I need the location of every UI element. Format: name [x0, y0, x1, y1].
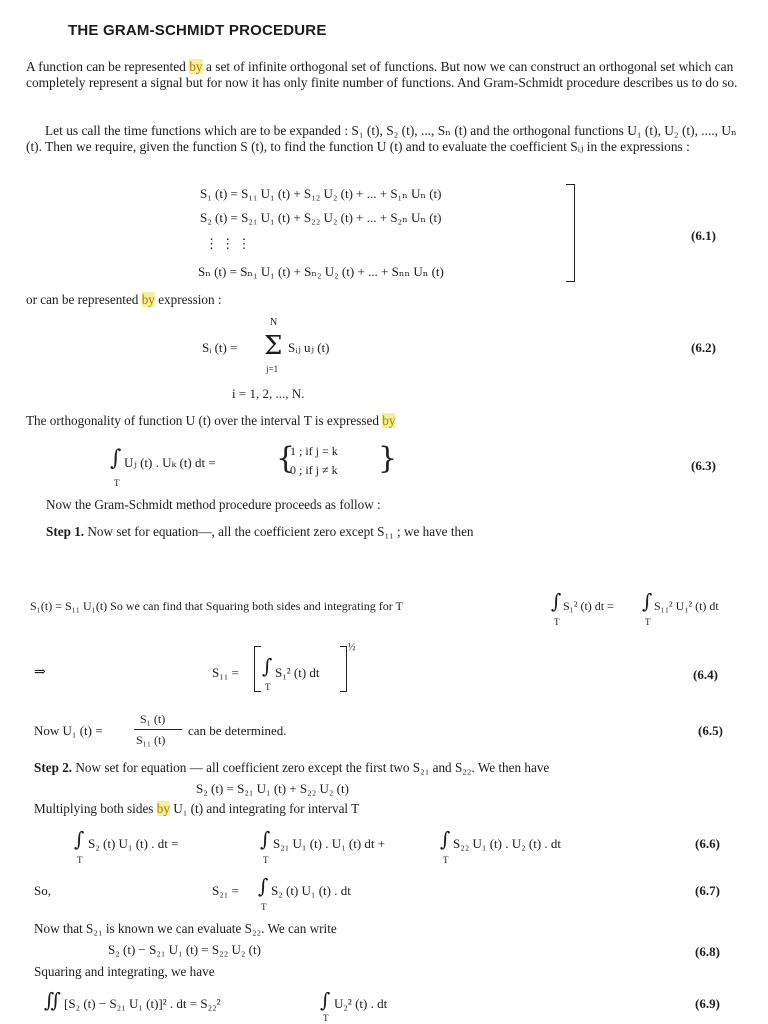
eq-6-8-body: S₂ (t) − S₂₁ U₁ (t) = S₂₂ U₂ (t) — [108, 942, 261, 957]
eq-6-1-line-1: S₁ (t) = S₁₁ U₁ (t) + S₁₂ U₂ (t) + ... + S₁ₙ Uₙ (t) — [200, 186, 442, 201]
eq-6-4-bracket-left — [254, 646, 261, 692]
integral-sub: T — [261, 902, 267, 912]
procedure-line: Now the Gram-Schmidt method procedure proceeds as follow : — [46, 497, 381, 512]
integral-sub: T — [645, 617, 651, 627]
eq-6-2-index: i = 1, 2, ..., N. — [232, 386, 305, 401]
integral-sub: T — [265, 682, 271, 692]
integral-symbol: ∫ — [551, 589, 562, 613]
eq-6-9-number: (6.9) — [695, 996, 720, 1011]
integral-symbol: ∫ — [440, 827, 451, 851]
eq-6-1-line-2: S₂ (t) = S₂₁ U₁ (t) + S₂₂ U₂ (t) + ... + S₂ₙ Uₙ (t) — [200, 210, 442, 225]
eq-6-5-suffix: can be determined. — [188, 723, 287, 738]
setup-paragraph: Let us call the time functions which are to be expanded : S₁ (t), S₂ (t), ..., Sₙ (t) and the orthogonal functions U₁ (t), U₂ (t), ...., Uₙ (t). Then we require, given the function S (t), to find the function U (t) and to evaluate the coefficient Sᵢⱼ in the expressions : — [26, 123, 737, 154]
eq-6-7-body: S₂ (t) U₁ (t) . dt — [271, 883, 351, 898]
eq-6-5-denominator: S₁₁ (t) — [136, 733, 166, 747]
eq-6-1-line-4: Sₙ (t) = Sₙ₁ U₁ (t) + Sₙ₂ U₂ (t) + ... + Sₙₙ Uₙ (t) — [198, 264, 444, 279]
integral-symbol: ∫ — [110, 446, 122, 471]
sigma-symbol: Σ — [264, 331, 283, 361]
page-title: THE GRAM-SCHMIDT PROCEDURE — [68, 22, 327, 39]
eq-6-3-number: (6.3) — [691, 458, 716, 473]
integral-sub: T — [554, 617, 560, 627]
eq-6-5-numerator: S₁ (t) — [140, 712, 166, 726]
integral-sub: T — [323, 1013, 329, 1023]
eq-6-1-number: (6.1) — [691, 228, 716, 243]
eq-6-7-lhs: S₂₁ = — [212, 883, 239, 898]
eq-6-7-number: (6.7) — [695, 883, 720, 898]
eq-6-6-term-3: S₂₂ U₁ (t) . U₂ (t) . dt — [453, 836, 562, 851]
eq-s1-rhs: S₁₁² U₁² (t) dt — [654, 599, 719, 613]
eq-6-3-case-2: 0 ; if j ≠ k — [290, 463, 338, 477]
eq-6-4-number: (6.4) — [693, 667, 718, 682]
known-line: Now that S₂₁ is known we can evaluate S₂₂. We can write — [34, 921, 337, 936]
eq-6-6-term-1: S₂ (t) U₁ (t) . dt = — [88, 836, 179, 851]
multiply-line: Multiplying both sides by U₁ (t) and integrating for interval T — [34, 801, 360, 816]
eq-6-8-number: (6.8) — [695, 944, 720, 959]
eq-6-4-lhs: S₁₁ = — [212, 665, 239, 680]
eq-6-2-rhs: Sᵢⱼ uⱼ (t) — [288, 340, 330, 355]
eq-6-1-line-3: ⋮ ⋮ ⋮ — [205, 236, 251, 251]
eq-6-6-term-2: S₂₁ U₁ (t) . U₁ (t) dt + — [273, 836, 386, 851]
eq-6-4-body: S₁² (t) dt — [275, 665, 320, 680]
eq-6-4-power: ½ — [348, 642, 356, 653]
cases-brace-left: { — [276, 441, 296, 476]
or-line: or can be represented by expression : — [26, 292, 222, 307]
step-2-equation: S₂ (t) = S₂₁ U₁ (t) + S₂₂ U₂ (t) — [196, 781, 349, 796]
integral-symbol: ∫ — [642, 589, 653, 613]
eq-6-3-case-1: 1 ; if j = k — [290, 444, 338, 458]
integral-sub: T — [263, 855, 269, 865]
sigma-lower: j=1 — [266, 364, 279, 374]
highlighted-by: by — [189, 59, 203, 74]
step-1-line: Step 1. Now set for equation—, all the coefficient zero except S₁₁ ; we have then — [46, 524, 474, 539]
implies-arrow: ⇒ — [34, 665, 46, 680]
eq-6-3-body: Uⱼ (t) . Uₖ (t) dt = — [124, 455, 216, 470]
integral-sub: T — [114, 478, 120, 488]
fraction-line — [134, 729, 182, 730]
eq-s1-text: S₁(t) = S₁₁ U₁(t) So we can find that Squaring both sides and integrating for T — [30, 599, 403, 613]
integral-sub: T — [77, 855, 83, 865]
integral-symbol: ∫ — [258, 874, 269, 898]
eq-6-5-prefix: Now U₁ (t) = — [34, 723, 103, 738]
step-2-line: Step 2. Now set for equation — all coefficient zero except the first two S₂₁ and S₂₂. We then have — [34, 760, 550, 775]
eq-6-4-bracket-right — [340, 646, 347, 692]
squaring-line: Squaring and integrating, we have — [34, 964, 215, 979]
eq-6-1-brace — [566, 184, 575, 282]
integral-symbol: ∫ — [320, 988, 331, 1012]
integral-symbol: ∫ — [262, 654, 273, 678]
integral-symbol: ∫ — [260, 827, 271, 851]
eq-s1-lhs: S₁² (t) dt = — [563, 599, 614, 613]
eq-6-6-number: (6.6) — [695, 836, 720, 851]
integral-sub: T — [443, 855, 449, 865]
eq-6-2-number: (6.2) — [691, 340, 716, 355]
sigma-upper: N — [270, 317, 278, 328]
cases-brace-right: } — [378, 441, 398, 476]
double-integral-symbol: ∬ — [44, 988, 62, 1012]
eq-6-9-lhs: [S₂ (t) − S₂₁ U₁ (t)]² . dt = S₂₂² — [64, 996, 221, 1011]
integral-symbol: ∫ — [74, 827, 85, 851]
orthogonality-line: The orthogonality of function U (t) over the interval T is expressed by — [26, 413, 396, 428]
eq-6-9-rhs: U₂² (t) . dt — [334, 996, 388, 1011]
eq-6-5-number: (6.5) — [698, 723, 723, 738]
eq-6-2-lhs: Sᵢ (t) = — [202, 340, 238, 355]
eq-6-7-so: So, — [34, 883, 51, 898]
intro-paragraph: A function can be represented by a set of infinite orthogonal set of functions. But now we can construct an orthogonal set which can completely represent a signal but for now it has only finite number of functions. And Gram-Schmidt procedure describes us to do so. — [26, 59, 738, 90]
